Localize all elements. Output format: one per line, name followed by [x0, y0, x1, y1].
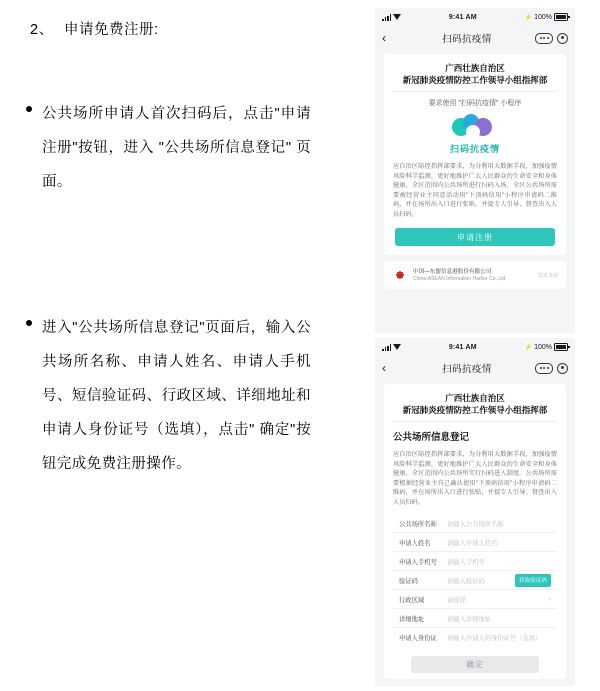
venue-name-input[interactable]: 请输入公共场所名称: [447, 520, 504, 528]
ribbon-logo-icon: [452, 114, 498, 140]
wifi-icon: [393, 14, 401, 20]
app-logo-label: 扫码抗疫情: [449, 144, 500, 154]
field-label: 申请人姓名: [399, 539, 431, 547]
target-icon[interactable]: [557, 33, 568, 44]
signal-bars-icon: [382, 14, 391, 21]
section-heading: [18, 18, 315, 39]
field-label: 申请人身份证: [399, 635, 437, 642]
field-label: 申请人手机号: [399, 558, 437, 566]
status-time: 9:41 AM: [448, 13, 477, 21]
id-number-input[interactable]: 请输入申请人的身份证号（选填）: [447, 635, 542, 642]
nav-bar: [375, 356, 575, 380]
bolt-icon: ⚡: [524, 14, 533, 21]
back-chevron-icon[interactable]: ‹: [382, 31, 386, 45]
field-verify-code[interactable]: [393, 571, 557, 590]
phone-screenshot-register: [375, 8, 575, 333]
get-code-button[interactable]: 获取验证码: [515, 574, 551, 587]
org-line-1: 广西壮族自治区: [445, 63, 505, 73]
field-address[interactable]: [393, 609, 557, 628]
battery-icon: [554, 13, 568, 21]
wifi-icon: [393, 344, 401, 350]
org-line-1: 广西壮族自治区: [445, 393, 505, 403]
chevron-right-icon[interactable]: ›: [548, 595, 551, 603]
nav-title: 扫码抗疫情: [442, 34, 492, 45]
bullet-dot-icon: [18, 97, 42, 199]
field-phone[interactable]: [393, 552, 557, 571]
section-number: 2、: [30, 22, 54, 38]
company-footer: [384, 261, 566, 289]
nav-title: 扫码抗疫情: [442, 364, 492, 375]
nav-bar: [375, 26, 575, 50]
company-name-en: China-ASEAN Information Harbor Co.,Ltd: [413, 275, 506, 282]
battery-percent: 100%: [534, 343, 552, 351]
phone-input[interactable]: 请输入手机号: [447, 558, 485, 566]
confirm-button[interactable]: 确定: [411, 656, 539, 673]
bullet-text-1: 公共场所申请人首次扫码后，点击"申请注册"按钮，进入 "公共场所信息登记" 页面。: [42, 106, 311, 190]
signal-bars-icon: [382, 344, 391, 351]
bullet-item-1: [18, 97, 315, 199]
company-name-cn: 中国—东盟信息港股份有限公司: [413, 268, 492, 275]
target-icon[interactable]: [557, 363, 568, 374]
field-applicant-name[interactable]: [393, 533, 557, 552]
applicant-name-input[interactable]: 请输入申请人姓名: [447, 539, 498, 547]
bullet-dot-icon: [18, 311, 42, 481]
request-line: 要求使用 "扫码抗疫情" 小程序: [428, 100, 522, 107]
field-venue-name[interactable]: [393, 514, 557, 533]
verify-code-input[interactable]: 请输入验证码: [447, 577, 485, 585]
form-description: 应自治区防控指挥部要求，为分利用大数据手段，加强疫情风险科学监测，更好地维护广大人民群众的生命安全和身体健康，全区范围内公共场所实行扫码进入制度。公共场所需要根据经营业主自己确认使用"下顶码信用"小程序申请码二维码，并在场所出入口进行张贴，并提专人引导、督查出入人员扫码。: [393, 451, 557, 506]
field-label: 验证码: [399, 577, 418, 585]
status-time: 9:41 AM: [448, 343, 477, 351]
org-line-2: 新冠肺炎疫情防控工作领导小组指挥部: [393, 74, 557, 92]
registration-form-card: [384, 384, 566, 679]
registration-form: [393, 514, 557, 647]
status-bar: [375, 8, 575, 26]
back-chevron-icon[interactable]: ‹: [382, 361, 386, 375]
field-label: 详细地址: [399, 615, 425, 623]
section-title: 申请免费注册:: [64, 22, 159, 38]
region-select[interactable]: 请选择: [447, 596, 466, 604]
phone-screenshot-form: [375, 338, 575, 686]
bullet-text-2: 进入"公共场所信息登记"页面后，输入公共场所名称、申请人姓名、申请人手机号、短信验证码、行政区域、详细地址和申请人身份证号（选填），点击" 确定"按钮完成免费注册操作。: [42, 320, 311, 472]
bullet-item-2: [18, 311, 315, 481]
register-card: [384, 54, 566, 255]
app-logo: [393, 114, 557, 155]
field-label: 行政区域: [399, 596, 425, 604]
battery-percent: 100%: [534, 13, 552, 21]
org-line-2: 新冠肺炎疫情防控工作领导小组指挥部: [393, 404, 557, 422]
status-bar: [375, 338, 575, 356]
field-label: 公共场所名称: [399, 520, 437, 528]
battery-icon: [554, 343, 568, 351]
field-id-number[interactable]: [393, 628, 557, 647]
more-dots-icon[interactable]: [535, 33, 553, 44]
tech-support-label: 技术支持: [537, 272, 558, 279]
bolt-icon: ⚡: [524, 344, 533, 351]
company-logo-icon: [392, 267, 408, 283]
screenshot-column: [325, 0, 600, 691]
address-input[interactable]: 请输入详细地址: [447, 615, 492, 623]
apply-register-button[interactable]: 申请注册: [395, 228, 555, 246]
field-region[interactable]: [393, 590, 557, 609]
register-description: 应自治区防控指挥部要求，为分利用大数据手段，加强疫情风险科学监测，更好地维护广大人民群众的生命安全和身体健康，全区范围内公共场所进行扫码入场。全区公共场所需要被经营业主同意活动用"下顶码信用"小程序申请码二维码，并在场所出入口进行张贴，并提专人引导、督查出入人员扫码。: [393, 163, 557, 218]
more-dots-icon[interactable]: [535, 363, 553, 374]
form-title: 公共场所信息登记: [393, 432, 470, 443]
